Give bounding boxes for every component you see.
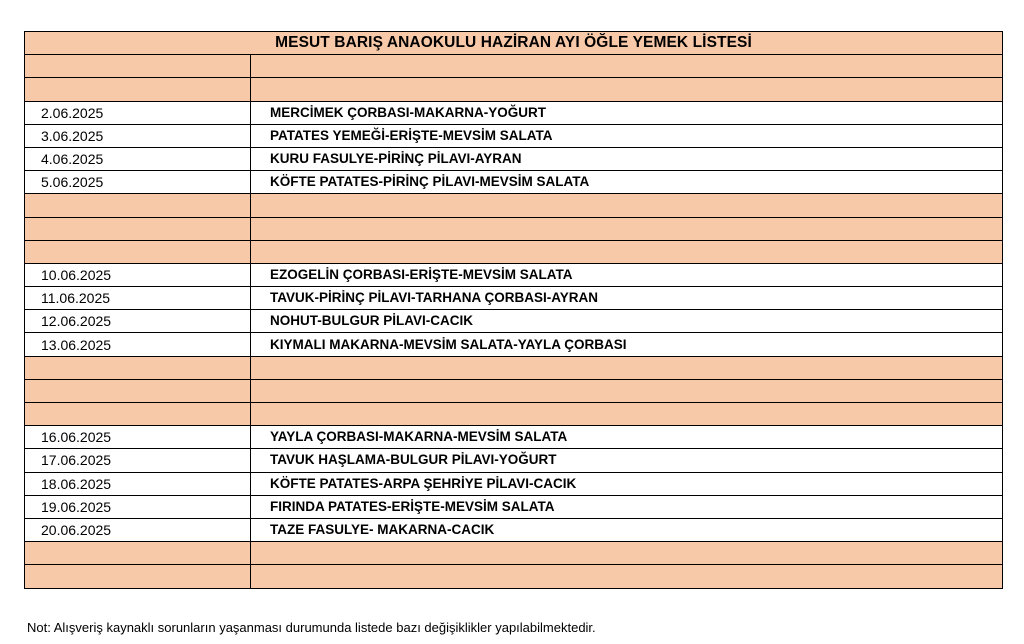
- meal-cell: KURU FASULYE-PİRİNÇ PİLAVI-AYRAN: [251, 147, 1003, 170]
- meal-cell: TAZE FASULYE- MAKARNA-CACIK: [251, 518, 1003, 541]
- table-row: [25, 565, 1003, 588]
- date-cell: [25, 542, 251, 565]
- meal-cell: KIYMALI MAKARNA-MEVSİM SALATA-YAYLA ÇORBASI: [251, 333, 1003, 356]
- meal-cell: [251, 356, 1003, 379]
- table-row: [25, 449, 1003, 472]
- meal-cell: [251, 194, 1003, 217]
- date-cell: [25, 240, 251, 263]
- table-row: [25, 78, 1003, 101]
- title-row: [25, 32, 1003, 55]
- meal-cell: NOHUT-BULGUR PİLAVI-CACIK: [251, 310, 1003, 333]
- table-row: [25, 426, 1003, 449]
- table-row: [25, 194, 1003, 217]
- table-row: [25, 495, 1003, 518]
- lunch-menu-table: [24, 31, 1003, 589]
- meal-cell: FIRINDA PATATES-ERİŞTE-MEVSİM SALATA: [251, 495, 1003, 518]
- date-cell: 10.06.2025: [25, 263, 251, 286]
- meal-cell: [251, 542, 1003, 565]
- date-cell: 12.06.2025: [25, 310, 251, 333]
- date-cell: [25, 565, 251, 588]
- meal-cell: KÖFTE PATATES-ARPA ŞEHRİYE PİLAVI-CACIK: [251, 472, 1003, 495]
- date-cell: 4.06.2025: [25, 147, 251, 170]
- table-row: [25, 403, 1003, 426]
- table-row: [25, 518, 1003, 541]
- date-cell: 13.06.2025: [25, 333, 251, 356]
- date-cell: [25, 194, 251, 217]
- menu-title: MESUT BARIŞ ANAOKULU HAZİRAN AYI ÖĞLE YEMEK LİSTESİ: [25, 32, 1003, 55]
- meal-cell: [251, 565, 1003, 588]
- table-row: [25, 171, 1003, 194]
- date-cell: 2.06.2025: [25, 101, 251, 124]
- meal-cell: [251, 78, 1003, 101]
- table-row: [25, 542, 1003, 565]
- table-row: [25, 124, 1003, 147]
- date-cell: 3.06.2025: [25, 124, 251, 147]
- date-cell: 5.06.2025: [25, 171, 251, 194]
- date-cell: 11.06.2025: [25, 287, 251, 310]
- date-cell: 18.06.2025: [25, 472, 251, 495]
- meal-cell: PATATES YEMEĞİ-ERİŞTE-MEVSİM SALATA: [251, 124, 1003, 147]
- date-cell: [25, 356, 251, 379]
- meal-cell: [251, 217, 1003, 240]
- meal-cell: [251, 379, 1003, 402]
- table-row: [25, 240, 1003, 263]
- meal-cell: YAYLA ÇORBASI-MAKARNA-MEVSİM SALATA: [251, 426, 1003, 449]
- date-cell: 16.06.2025: [25, 426, 251, 449]
- meal-cell: MERCİMEK ÇORBASI-MAKARNA-YOĞURT: [251, 101, 1003, 124]
- meal-cell: KÖFTE PATATES-PİRİNÇ PİLAVI-MEVSİM SALATA: [251, 171, 1003, 194]
- table-row: [25, 333, 1003, 356]
- table-row: [25, 55, 1003, 78]
- table-row: [25, 101, 1003, 124]
- meal-cell: TAVUK-PİRİNÇ PİLAVI-TARHANA ÇORBASI-AYRAN: [251, 287, 1003, 310]
- date-cell: 17.06.2025: [25, 449, 251, 472]
- table-row: [25, 379, 1003, 402]
- date-cell: [25, 403, 251, 426]
- meal-cell: [251, 55, 1003, 78]
- date-cell: 19.06.2025: [25, 495, 251, 518]
- footer-note: Not: Alışveriş kaynaklı sorunların yaşanması durumunda listede bazı değişiklikler yapılabilmektedir.: [27, 620, 596, 635]
- table-row: [25, 472, 1003, 495]
- table-row: [25, 287, 1003, 310]
- date-cell: [25, 78, 251, 101]
- meal-cell: [251, 403, 1003, 426]
- table-row: [25, 310, 1003, 333]
- meal-cell: [251, 240, 1003, 263]
- date-cell: [25, 379, 251, 402]
- date-cell: 20.06.2025: [25, 518, 251, 541]
- date-cell: [25, 55, 251, 78]
- meal-cell: TAVUK HAŞLAMA-BULGUR PİLAVI-YOĞURT: [251, 449, 1003, 472]
- meal-cell: EZOGELİN ÇORBASI-ERİŞTE-MEVSİM SALATA: [251, 263, 1003, 286]
- table-row: [25, 217, 1003, 240]
- table-row: [25, 263, 1003, 286]
- table-row: [25, 356, 1003, 379]
- table-row: [25, 147, 1003, 170]
- date-cell: [25, 217, 251, 240]
